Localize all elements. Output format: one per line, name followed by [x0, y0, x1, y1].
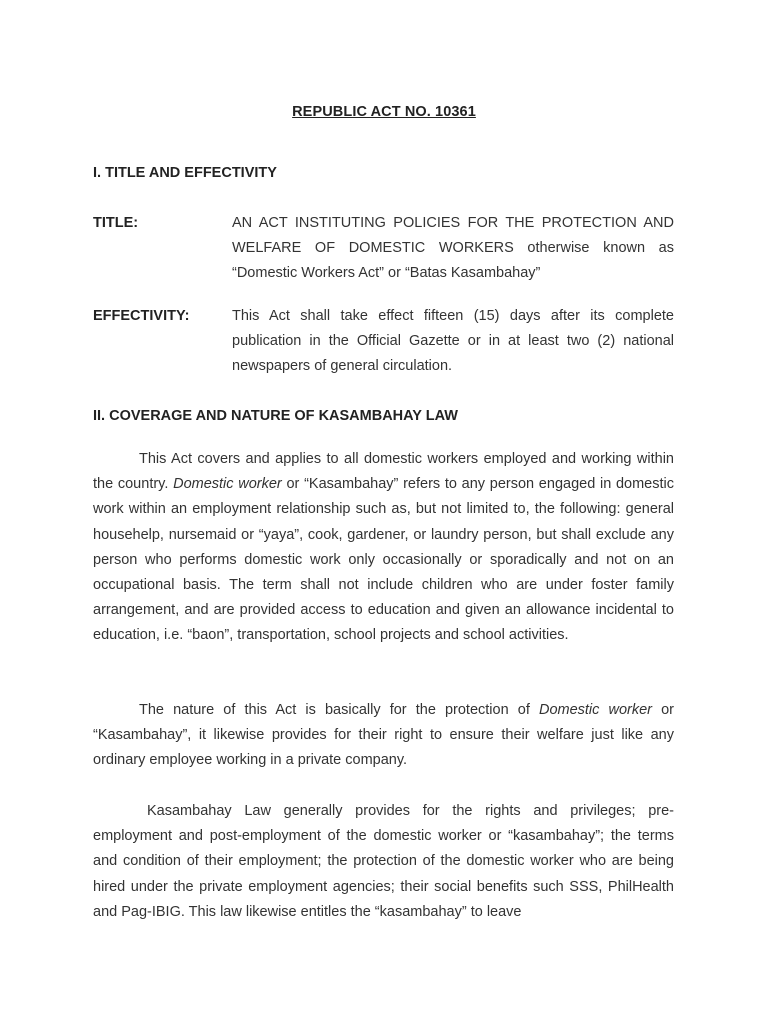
paragraph-nature-part-a: The nature of this Act is basically for the protection of [139, 702, 539, 718]
section-heading-title-effectivity: I. TITLE AND EFFECTIVITY [93, 165, 277, 181]
title-text: AN ACT INSTITUTING POLICIES FOR THE PROTECTION AND WELFARE OF DOMESTIC WORKERS otherwise known as “Domestic Workers Act” or “Batas Kasambahay” [232, 215, 674, 281]
paragraph-coverage-part-a: This Act covers and applies to all domestic workers employed and working within the country. [93, 451, 674, 493]
paragraph-nature [93, 698, 674, 774]
paragraph-nature-emphasis: Domestic worker [538, 702, 653, 718]
effectivity-text: This Act shall take effect fifteen (15) days after its complete publication in the Official Gazette or in at least two (2) national newspapers of general circulation. [232, 308, 674, 374]
section-heading-coverage: II. COVERAGE AND NATURE OF KASAMBAHAY LAW [93, 408, 458, 424]
title-label: TITLE: [93, 215, 139, 231]
paragraph-rights-text: Kasambahay Law generally provides for the rights and privileges; pre-employment and post-employment of the domestic worker or “kasambahay”; the terms and condition of their employment; the protection of the domestic worker who are being hired under the private employment agencies; their social benefits such SSS, PhilHealth and Pag-IBIG. This law likewise entitles the “kasambahay” to leave [93, 803, 674, 920]
effectivity-label: EFFECTIVITY: [93, 308, 190, 324]
paragraph-coverage-emphasis: Domestic worker [173, 476, 282, 493]
paragraph-rights [93, 799, 674, 925]
paragraph-coverage-part-b: or “Kasambahay” refers to any person engaged in domestic work within an employment relationship such as, but not limited to, the following: general househelp, nursemaid or “yaya”, cook, gardener, or laundry person, but shall exclude any person who performs domestic work only occasionally or sporadically and not on an occupational basis. The term shall not include children who are under foster family arrangement, and are provided access to education and given an allowance incidental to education, i.e. “baon”, transportation, school projects and school activities. [93, 476, 674, 644]
paragraph-coverage [93, 447, 674, 649]
paragraph-nature-part-b: or “Kasambahay”, it likewise provides for their right to ensure their welfare just like any ordinary employee working in a private company. [93, 702, 675, 769]
document-title: REPUBLIC ACT NO. 10361 [292, 104, 476, 120]
